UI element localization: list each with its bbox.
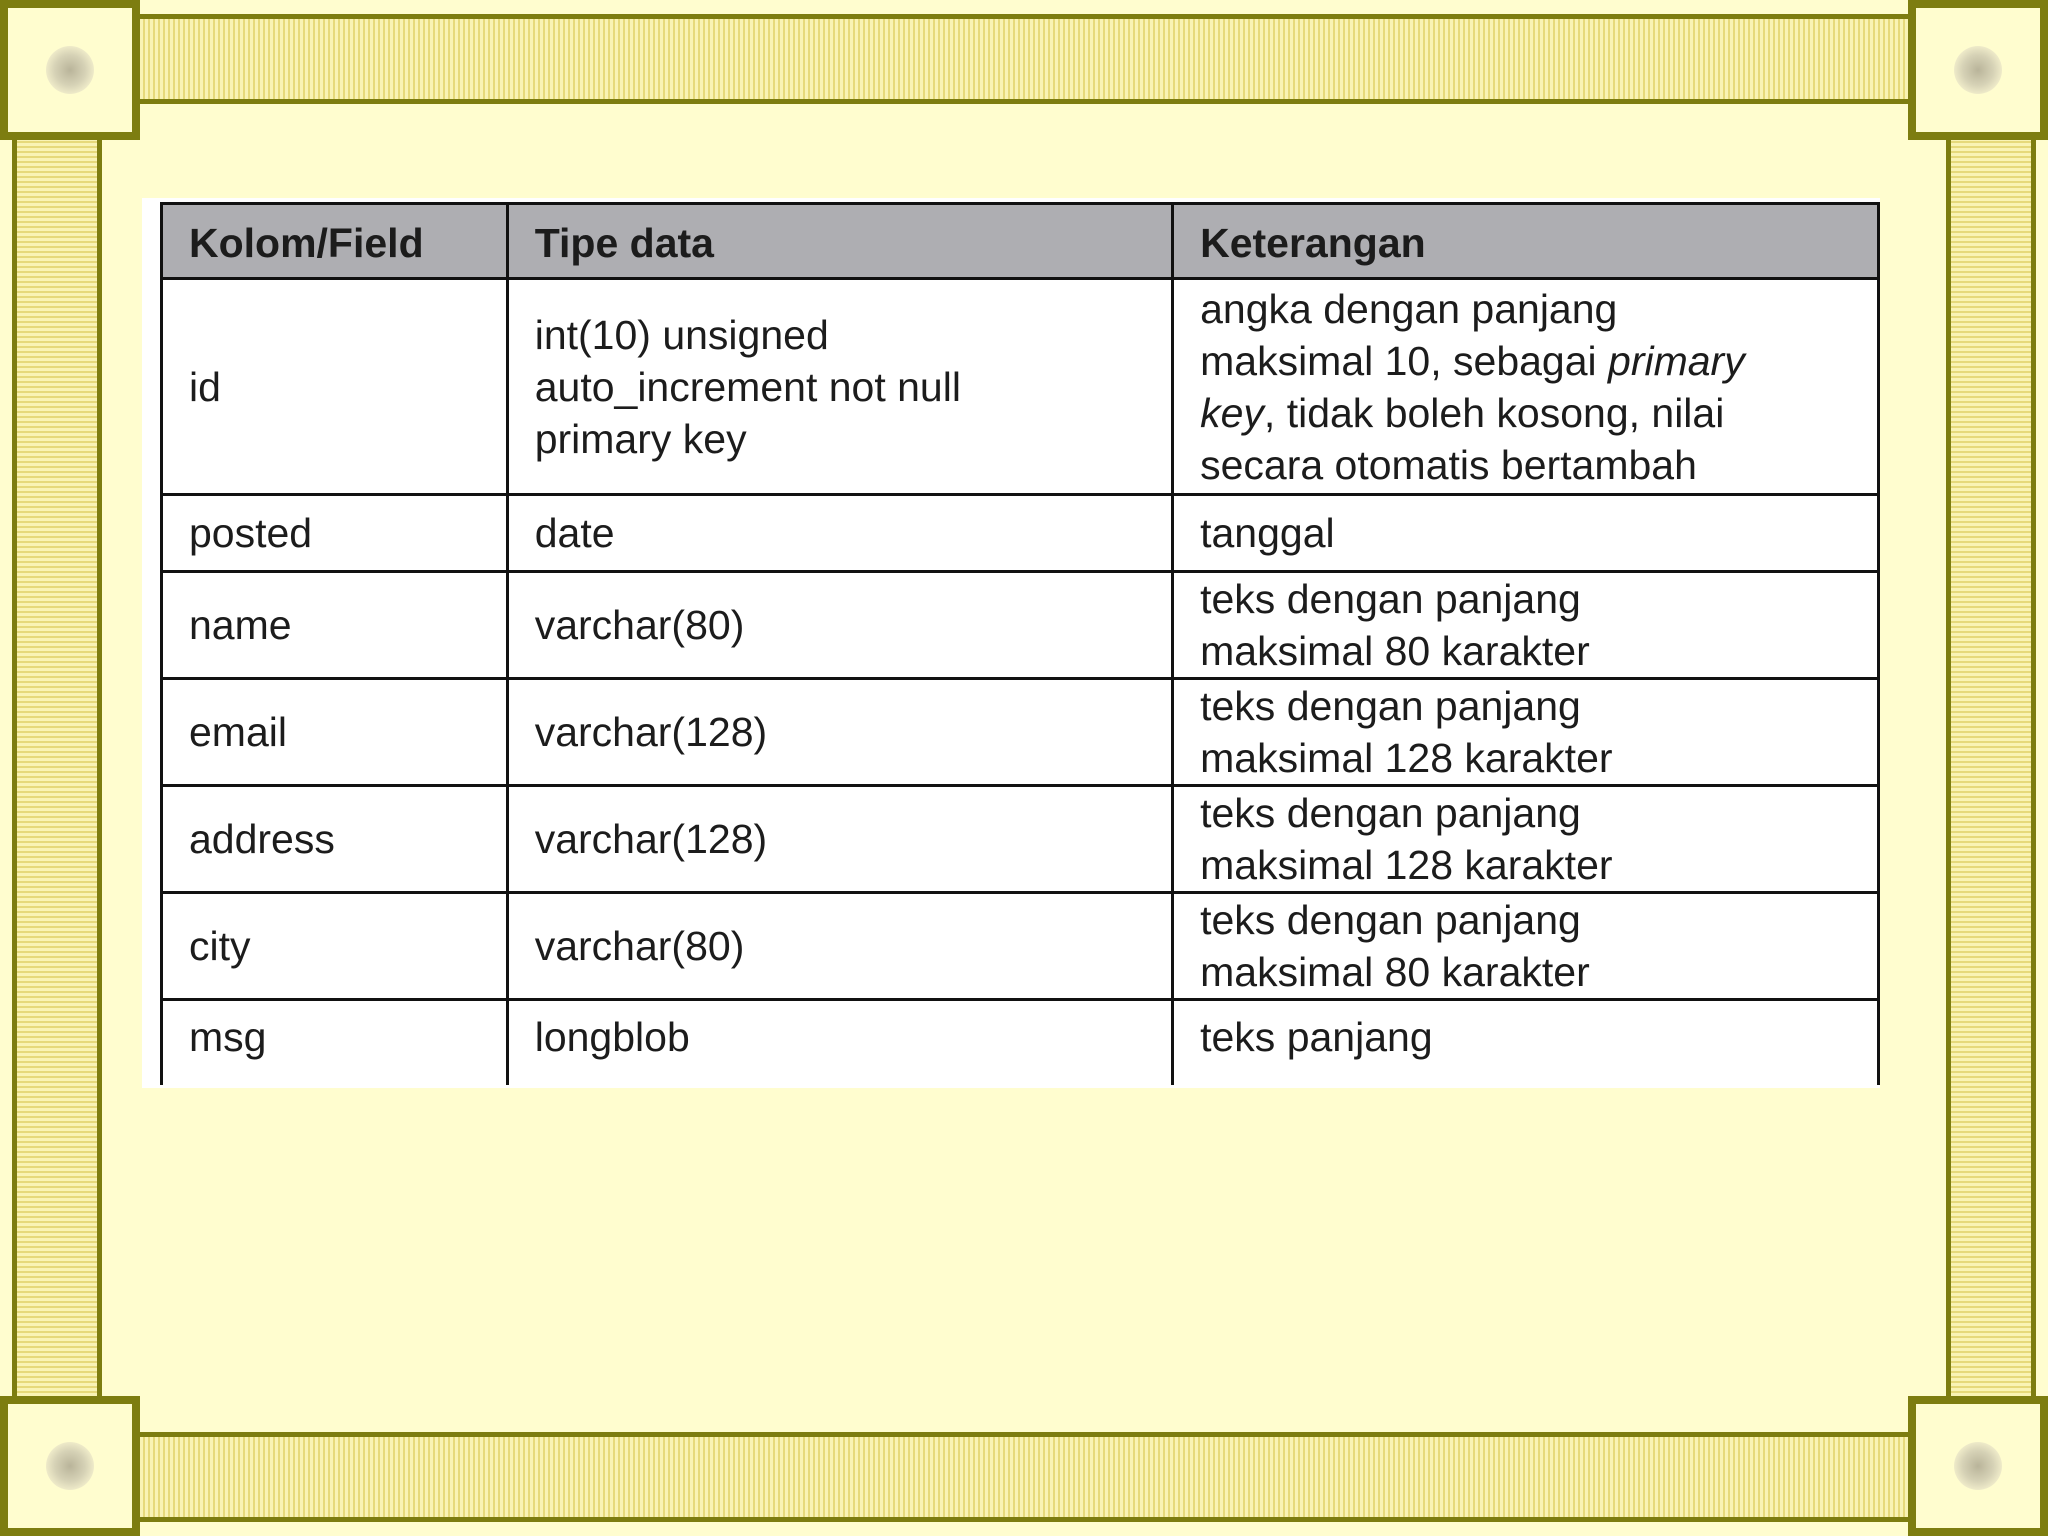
desc-line: maksimal 80 karakter bbox=[1200, 628, 1590, 674]
frame-corner-bottom-left bbox=[0, 1396, 140, 1536]
cell-type: varchar(80) bbox=[507, 572, 1172, 679]
cell-field: id bbox=[162, 279, 508, 495]
table-row bbox=[162, 893, 1879, 1000]
corner-knob-icon bbox=[1954, 46, 2002, 94]
frame-left-bar bbox=[12, 110, 102, 1426]
type-line: auto_increment not null bbox=[534, 363, 961, 410]
field-table bbox=[160, 202, 1880, 1085]
desc-line: maksimal 80 karakter bbox=[1200, 949, 1590, 995]
cell-description bbox=[1173, 786, 1879, 893]
desc-line: maksimal 128 karakter bbox=[1200, 842, 1613, 888]
desc-line: maksimal 10, sebagai primary bbox=[1200, 337, 1745, 384]
corner-knob-icon bbox=[46, 46, 94, 94]
type-line: int(10) unsigned bbox=[534, 311, 829, 358]
cell-description bbox=[1173, 893, 1879, 1000]
table-row bbox=[162, 1000, 1879, 1086]
cell-type: varchar(128) bbox=[507, 786, 1172, 893]
desc-line: teks dengan panjang bbox=[1200, 790, 1581, 836]
header-description: Keterangan bbox=[1173, 204, 1879, 279]
cell-description: tanggal bbox=[1173, 495, 1879, 572]
desc-line: key, tidak boleh kosong, nilai bbox=[1200, 389, 1725, 436]
desc-line: secara otomatis bertambah bbox=[1200, 441, 1697, 488]
table-row bbox=[162, 572, 1879, 679]
table-row bbox=[162, 495, 1879, 572]
table-row bbox=[162, 679, 1879, 786]
corner-knob-icon bbox=[1954, 1442, 2002, 1490]
table-row bbox=[162, 786, 1879, 893]
table-header-row bbox=[162, 204, 1879, 279]
header-type: Tipe data bbox=[507, 204, 1172, 279]
cell-type bbox=[507, 279, 1172, 495]
frame-bottom-bar bbox=[110, 1432, 1938, 1522]
desc-line: angka dengan panjang bbox=[1200, 285, 1618, 332]
cell-type: varchar(128) bbox=[507, 679, 1172, 786]
frame-right-bar bbox=[1946, 110, 2036, 1426]
cell-field: address bbox=[162, 786, 508, 893]
desc-line: maksimal 128 karakter bbox=[1200, 735, 1613, 781]
cell-description bbox=[1173, 572, 1879, 679]
cell-type: varchar(80) bbox=[507, 893, 1172, 1000]
frame-corner-top-right bbox=[1908, 0, 2048, 140]
frame-corner-top-left bbox=[0, 0, 140, 140]
table-image bbox=[142, 198, 1880, 1088]
corner-knob-icon bbox=[46, 1442, 94, 1490]
cell-field: city bbox=[162, 893, 508, 1000]
table-row bbox=[162, 279, 1879, 495]
cell-field: email bbox=[162, 679, 508, 786]
desc-line: teks dengan panjang bbox=[1200, 683, 1581, 729]
type-line: primary key bbox=[534, 415, 747, 462]
header-field: Kolom/Field bbox=[162, 204, 508, 279]
cell-description: teks panjang bbox=[1173, 1000, 1879, 1086]
desc-line: teks dengan panjang bbox=[1200, 576, 1581, 622]
desc-line: teks dengan panjang bbox=[1200, 897, 1581, 943]
italic-term: primary bbox=[1608, 337, 1745, 384]
cell-field: msg bbox=[162, 1000, 508, 1086]
cell-field: posted bbox=[162, 495, 508, 572]
frame-top-bar bbox=[110, 14, 1938, 104]
cell-type: date bbox=[507, 495, 1172, 572]
cell-description bbox=[1173, 279, 1879, 495]
cell-field: name bbox=[162, 572, 508, 679]
italic-term: key bbox=[1200, 389, 1264, 436]
cell-description bbox=[1173, 679, 1879, 786]
frame-corner-bottom-right bbox=[1908, 1396, 2048, 1536]
cell-type: longblob bbox=[507, 1000, 1172, 1086]
